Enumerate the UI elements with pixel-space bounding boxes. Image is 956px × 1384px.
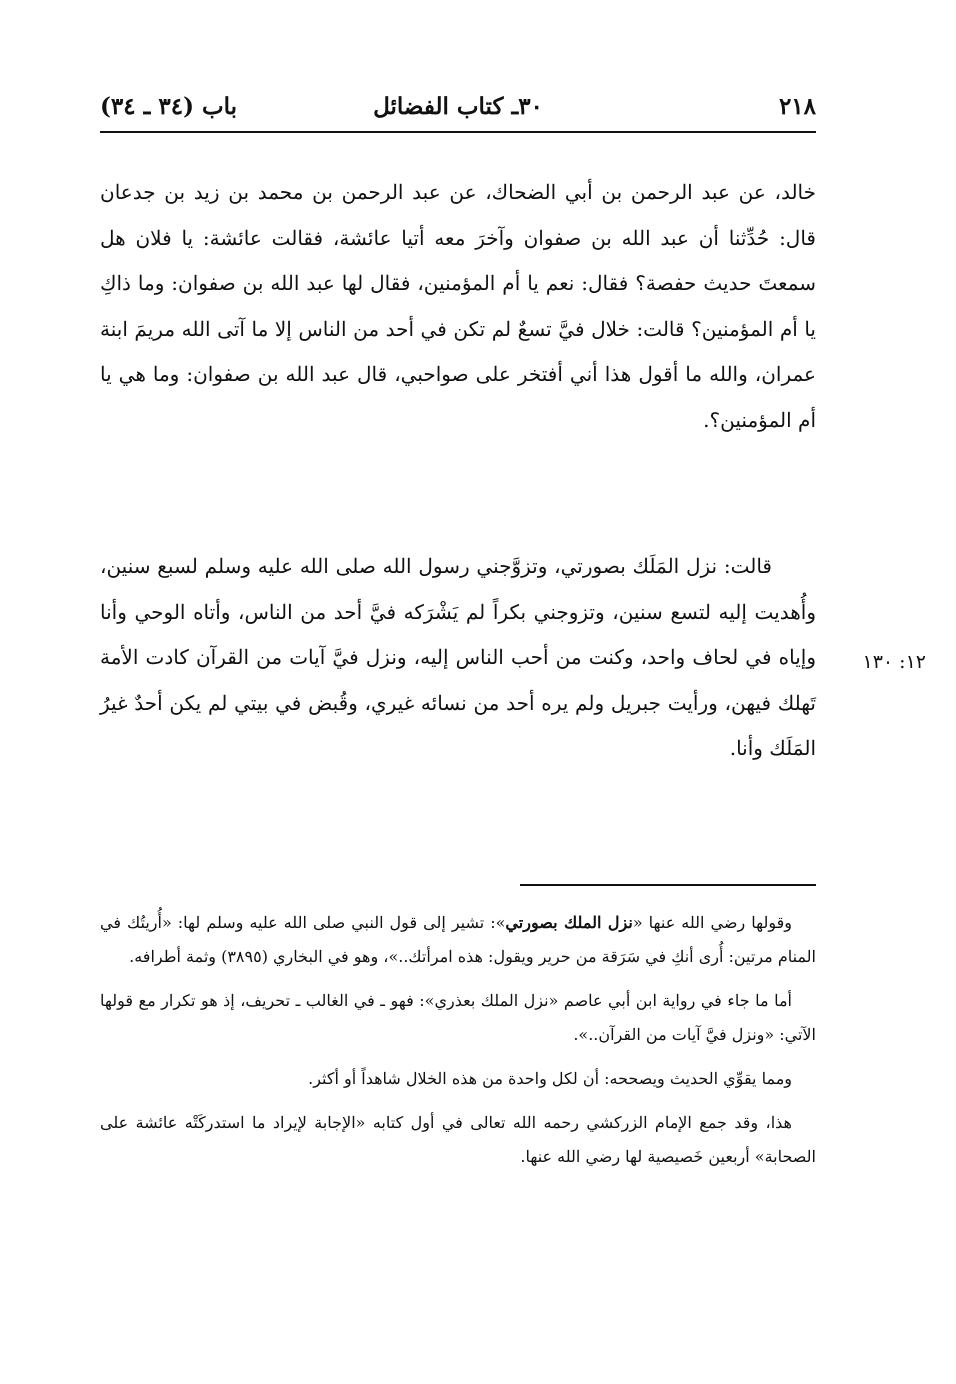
- book-title: ٣٠ـ كتاب الفضائل: [373, 93, 543, 120]
- footnote-1: [100, 906, 816, 974]
- footnote-1-bold: نزل الملك بصورتي: [505, 913, 633, 932]
- footnote-2: [100, 984, 816, 1052]
- footnote-2-text: أما ما جاء في رواية ابن أبي عاصم «نزل الملك بعذري»: فهو ـ في الغالب ـ تحريف، إذ هو تكرار مع قولها الآتي: «ونزل فيَّ آيات من القرآن..».: [100, 991, 816, 1044]
- footnotes: [100, 906, 816, 1174]
- footnote-3-text: ومما يقوِّي الحديث ويصححه: أن لكل واحدة من هذه الخلال شاهداً أو أكثر.: [308, 1069, 792, 1088]
- margin-reference: ١٢: ١٣٠: [862, 651, 926, 673]
- footnote-rule: [520, 884, 816, 886]
- running-header: [100, 92, 816, 126]
- footnote-1-lead: وقولها رضي الله عنها «: [632, 913, 792, 932]
- footnote-4: [100, 1106, 816, 1174]
- page-number: ٢١٨: [778, 93, 816, 120]
- main-paragraph-1: خالد، عن عبد الرحمن بن أبي الضحاك، عن عبد الرحمن بن محمد بن زيد بن جدعان قال: حُدِّثنا أن عبد الله بن صفوان وآخرَ معه أتيا عائشة، فقالت عائشة: يا فلان هل سمعتَ حديث حفصة؟ فقال: نعم يا أم المؤمنين، فقال لها عبد الله بن صفوان: وما ذاكِ يا أم المؤمنين؟ قالت: خلال فيَّ تسعٌ لم تكن في أحد من الناس إلا ما آتى الله مريمَ ابنة عمران، والله ما أقول هذا أني أفتخر على صواحبي، قال عبد الله بن صفوان: وما هي يا أم المؤمنين؟.: [100, 180, 816, 432]
- footnote-1-rest: »: تشير إلى قول النبي صلى الله عليه وسلم لها: «أُريتُك في المنام مرتين: أُرى أنكِ في سَرَقة من حرير ويقول: هذه امرأتك..»، وهو في البخاري (٣٨٩٥) وثمة أطرافه.: [100, 913, 816, 966]
- main-paragraph-2: قالت: نزل المَلَك بصورتي، وتزوَّجني رسول الله صلى الله عليه وسلم لسبع سنين، وأُهديت إليه لتسع سنين، وتزوجني بكراً لم يَشْرَكه فيَّ أحد من الناس، وأتاه الوحي وأنا وإياه في لحاف واحد، وكنت من أحب الناس إليه، ونزل فيَّ آيات من القرآن كادت الأمة تَهلك فيهن، ورأيت جبريل ولم يره أحد من نسائه غيري، وقُبض في بيتي لم يكن أحدٌ غيرُ المَلَك وأنا.: [100, 554, 816, 760]
- footnote-4-text: هذا، وقد جمع الإمام الزركشي رحمه الله تعالى في أول كتابه «الإجابة لإيراد ما استدركَتْه عائشة على الصحابة» أربعين خَصيصية لها رضي الله عنها.: [100, 1113, 816, 1166]
- chapter-reference: باب (٣٤ ـ ٣٤): [100, 93, 238, 120]
- footnote-3: [100, 1062, 816, 1096]
- header-rule: [100, 131, 816, 133]
